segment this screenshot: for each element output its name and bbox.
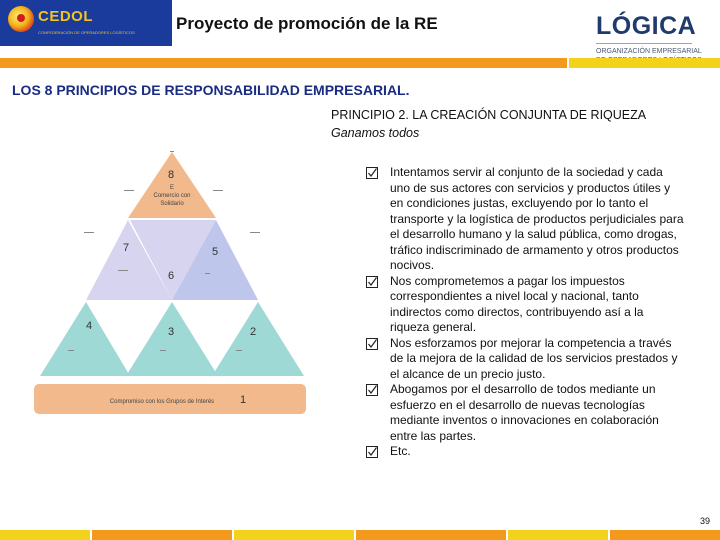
checkbox-checked-icon [366, 167, 378, 179]
checkbox-checked-icon [366, 384, 378, 396]
header-orange-bar [0, 58, 567, 68]
checkbox-checked-icon [366, 276, 378, 288]
bullet-item [366, 444, 686, 460]
logica-name: LÓGICA [596, 12, 697, 40]
pyramid-triangle-2 [212, 302, 304, 376]
bullet-text: Etc. [390, 444, 411, 458]
bullet-item [366, 336, 686, 383]
header-yellow-bar [569, 58, 720, 68]
principles-pyramid-diagram [0, 140, 340, 430]
bullet-text: Intentamos servir al conjunto de la sociedad y cada uno de sus actores con servicios y productos útiles y en condiciones justas, excluyendo por lo tanto el transporte y la logística de productos perjudiciales para el desarrollo humano y la salud pública, como drogas, tráfico indiscriminado de armamento y otros productos nocivos. [390, 165, 684, 272]
cedol-logo [0, 0, 172, 46]
principle-subheading: Ganamos todos [331, 126, 420, 140]
logica-divider [596, 43, 692, 44]
pyramid-top-label-3: Solidario [160, 201, 184, 207]
pyramid-number-2: 2 [250, 326, 257, 338]
logica-sub-line-1: ORGANIZACIÓN EMPRESARIAL [596, 48, 702, 55]
pyramid-number-6: 6 [168, 270, 175, 282]
bullet-item [366, 165, 686, 274]
pyramid-number-8: 8 [168, 169, 175, 181]
cedol-emblem-icon [8, 6, 34, 32]
bullet-item [366, 382, 686, 444]
bullet-text: Nos comprometemos a pagar los impuestos correspondientes a nivel local y nacional, tanto indirectos como directos, contribuyendo así a la riqueza general. [390, 273, 644, 334]
cedol-name: CEDOL [38, 8, 93, 25]
pyramid-number-1: 1 [240, 394, 247, 406]
checkbox-checked-icon [366, 338, 378, 350]
cedol-tagline: CONFEDERACIÓN DE OPERADORES LOGÍSTICOS [38, 30, 135, 35]
pyramid-top-label-2: Comercio con [153, 193, 191, 199]
pyramid-number-7: 7 [123, 242, 130, 254]
principle-heading: PRINCIPIO 2. LA CREACIÓN CONJUNTA DE RIQUEZA [331, 108, 647, 122]
bullet-text: Abogamos por el desarrollo de todos mediante un esfuerzo en el desarrollo de nuevas tecnologías mediante inventos o innovaciones en colaboración entre las partes. [390, 382, 659, 443]
principle-bullet-list [366, 165, 686, 460]
pyramid-number-4: 4 [86, 320, 93, 332]
document-title: Proyecto de promoción de la RE [176, 14, 438, 33]
pyramid-top-label-1: E [169, 185, 175, 191]
section-title: LOS 8 PRINCIPIOS DE RESPONSABILIDAD EMPRESARIAL. [12, 82, 410, 98]
footer-color-strip [0, 530, 720, 540]
bullet-text: Nos esforzamos por mejorar la competencia a través de la mejora de la calidad de los servicios prestados y el alcance de un precio justo. [390, 335, 678, 381]
pyramid-number-5: 5 [212, 246, 219, 258]
page-number: 39 [700, 516, 711, 526]
pyramid-triangle-4 [40, 302, 130, 376]
checkbox-checked-icon [366, 446, 378, 458]
pyramid-triangle-3 [126, 302, 218, 376]
pyramid-base-label: Compromiso con los Grupos de Interés [109, 399, 215, 405]
bullet-item [366, 274, 686, 336]
pyramid-number-3: 3 [168, 326, 175, 338]
